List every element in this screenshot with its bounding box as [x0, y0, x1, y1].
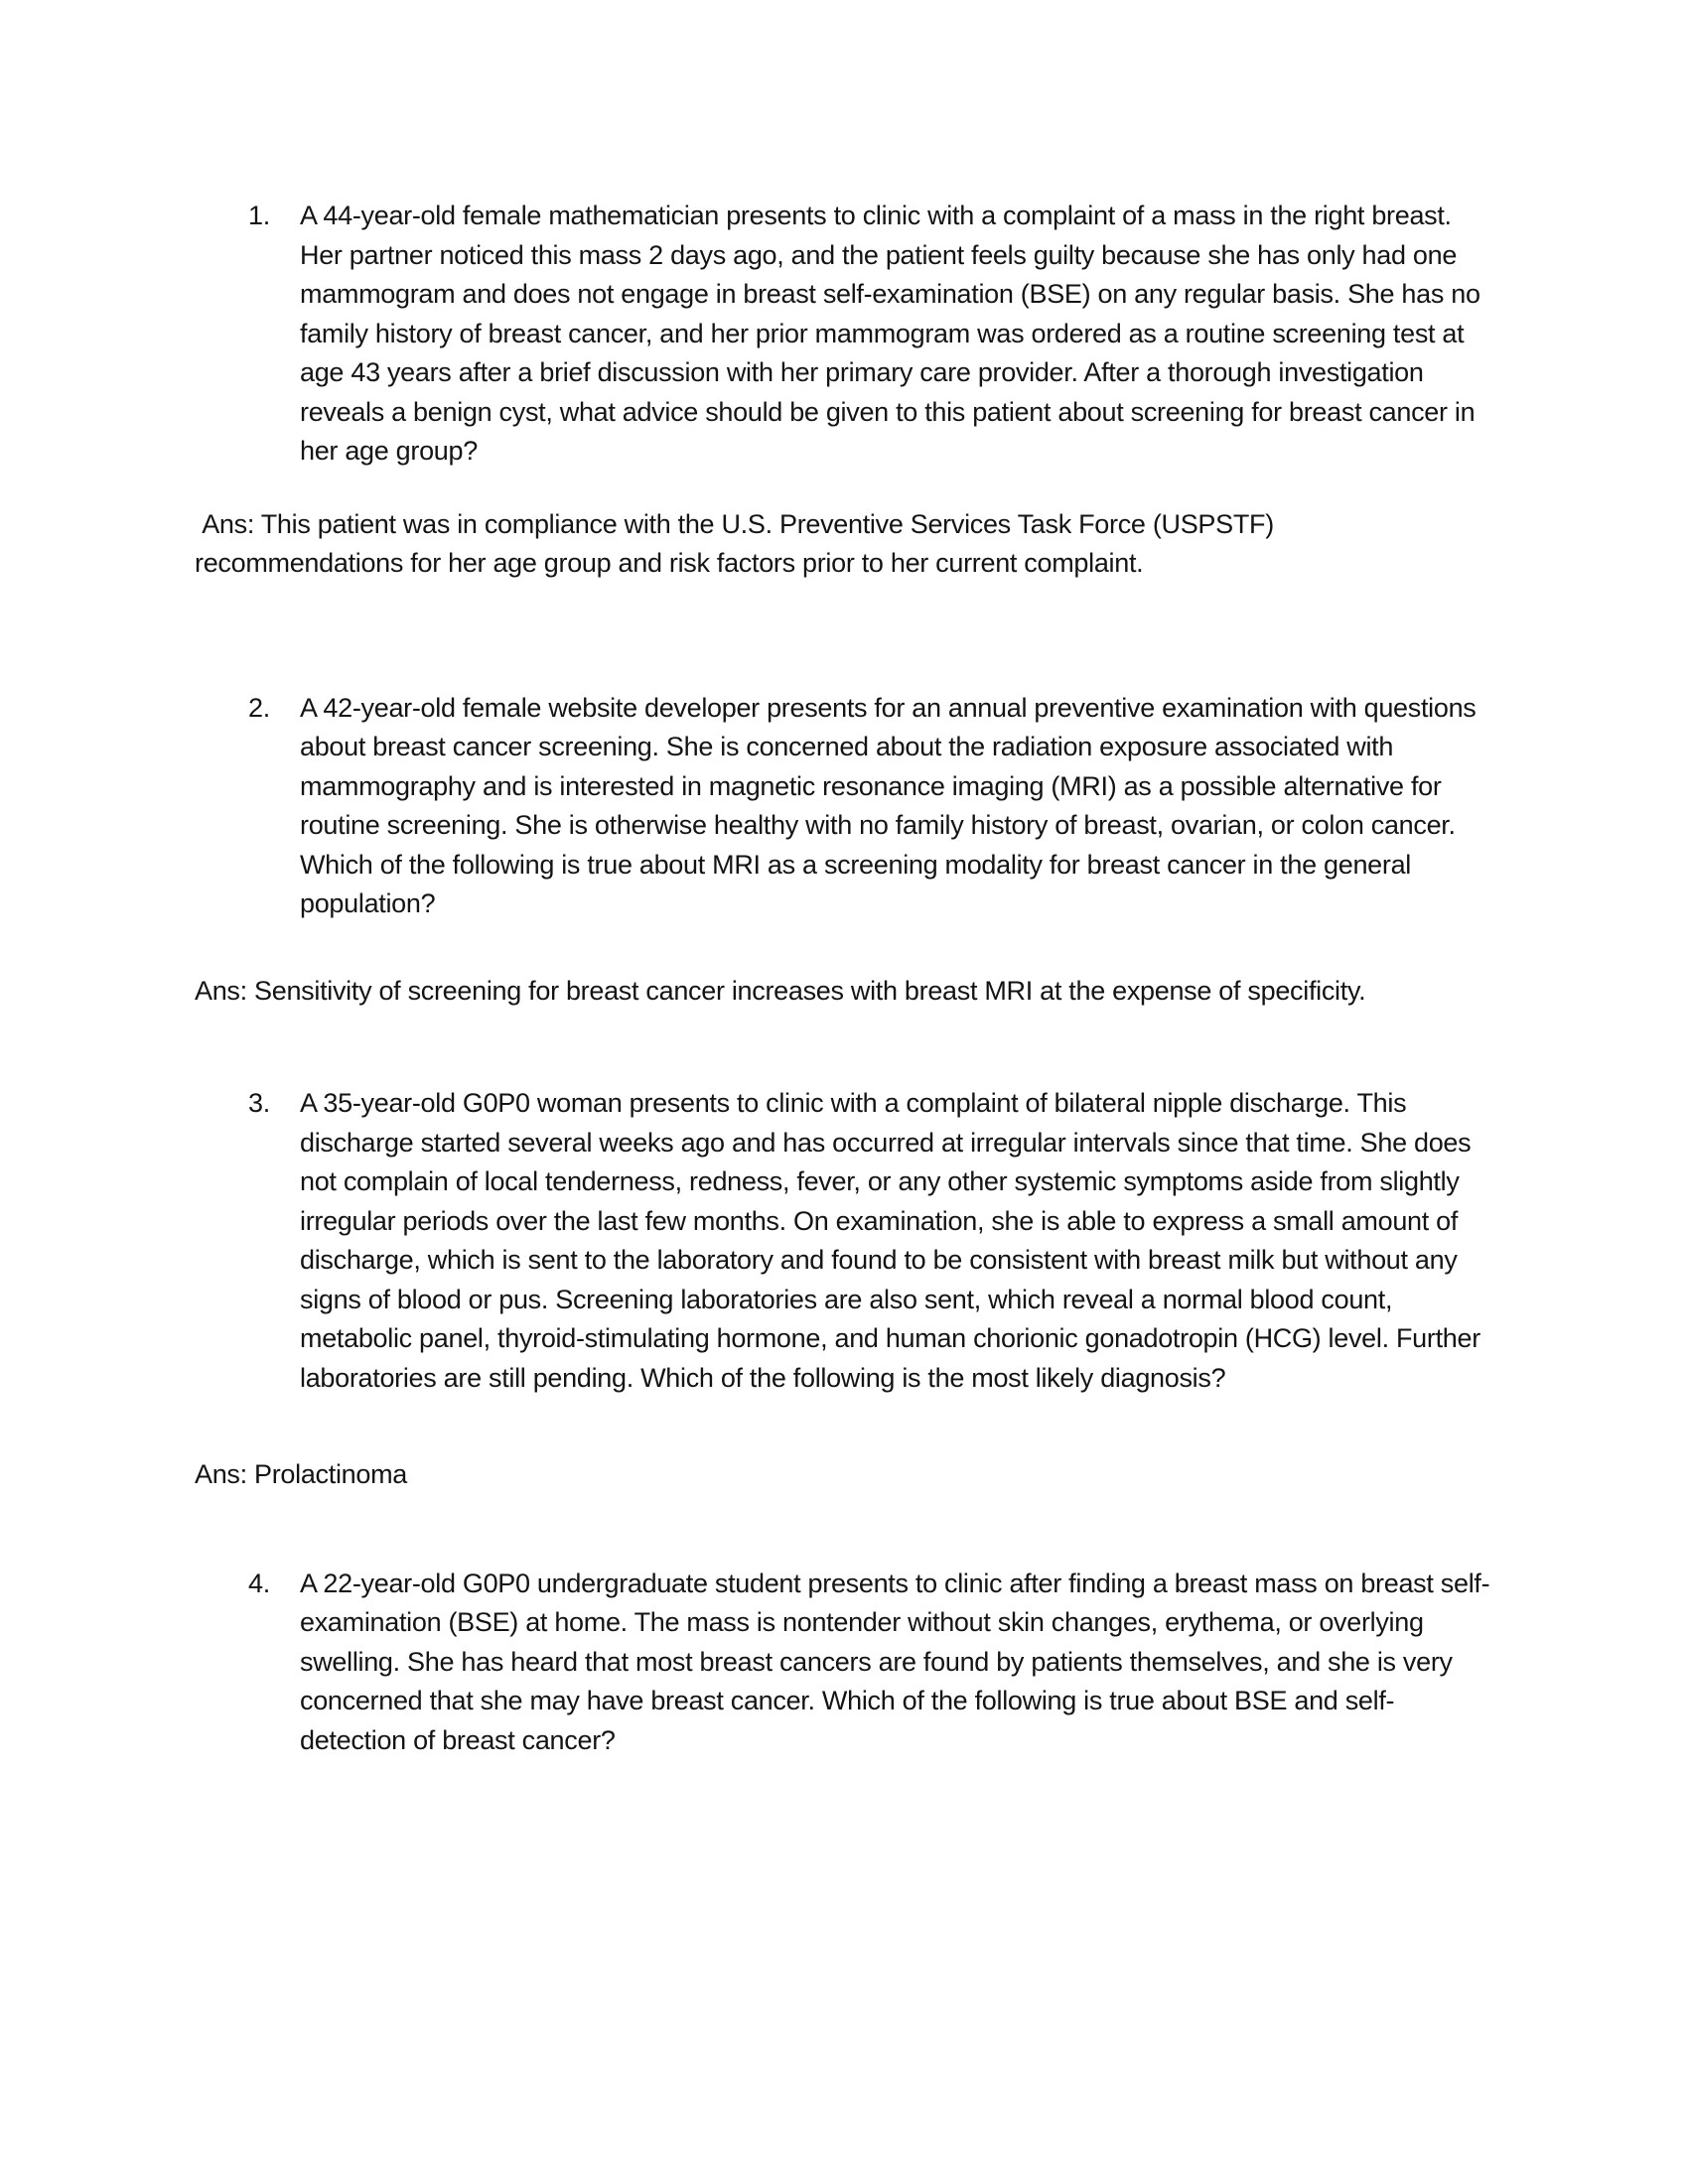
answer-text-3: Ans: Prolactinoma — [195, 1459, 407, 1489]
question-text: A 44-year-old female mathematician presents to clinic with a complaint of a mass in the right breast. Her partner noticed this mass 2 days ago, and the patient feels guilty because she has only had one mammogram and does not engage in breast self-examination (BSE) on any regular basis. She has no family history of breast cancer, and her prior mammogram was ordered as a routine screening test at age 43 years after a brief discussion with her primary care provider. After a thorough investigation reveals a benign cyst, what advice should be given to this patient about screening for breast cancer in her age group? — [300, 201, 1487, 466]
question-number: 1. — [248, 201, 270, 230]
question-item-3 — [248, 1084, 1688, 1398]
question-item-2 — [248, 689, 1688, 924]
question-text: A 42-year-old female website developer presents for an annual preventive examination with questions about breast cancer screening. She is concerned about the radiation exposure associated with mammography and is interested in magnetic resonance imaging (MRI) as a possible alternative for routine screening. She is otherwise healthy with no family history of breast, ovarian, or colon cancer. Which of the following is true about MRI as a screening modality for breast cancer in the general population? — [300, 692, 1483, 918]
answer-text-1: Ans: This patient was in compliance with the U.S. Preventive Services Task Force (USPSTF) recommendations for her age group and risk factors prior to her current complaint. — [195, 508, 1282, 578]
question-number: 3. — [248, 1088, 270, 1118]
question-text: A 22-year-old G0P0 undergraduate student presents to clinic after finding a breast mass on breast self-examination (BSE) at home. The mass is nontender without skin changes, erythema, or overlying swelling. She has heard that most breast cancers are found by patients themselves, and she is very concerned that she may have breast cancer. Which of the following is true about BSE and self-detection of breast cancer? — [300, 1568, 1490, 1755]
question-text: A 35-year-old G0P0 woman presents to clinic with a complaint of bilateral nipple discharge. This discharge started several weeks ago and has occurred at irregular intervals since that time. She does not complain of local tenderness, redness, fever, or any other systemic symptoms aside from slightly irregular periods over the last few months. On examination, she is able to express a small amount of discharge, which is sent to the laboratory and found to be consistent with breast milk but without any signs of blood or pus. Screening laboratories are also sent, which reveal a normal blood count, metabolic panel, thyroid-stimulating hormone, and human chorionic gonadotropin (HCG) level. Further laboratories are still pending. Which of the following is the most likely diagnosis? — [300, 1088, 1488, 1393]
question-item-1 — [248, 197, 1688, 472]
answer-text-2: Ans: Sensitivity of screening for breast cancer increases with breast MRI at the expense of specificity. — [195, 975, 1366, 1006]
question-item-4 — [248, 1565, 1688, 1761]
question-number: 4. — [248, 1568, 270, 1598]
question-number: 2. — [248, 692, 270, 723]
